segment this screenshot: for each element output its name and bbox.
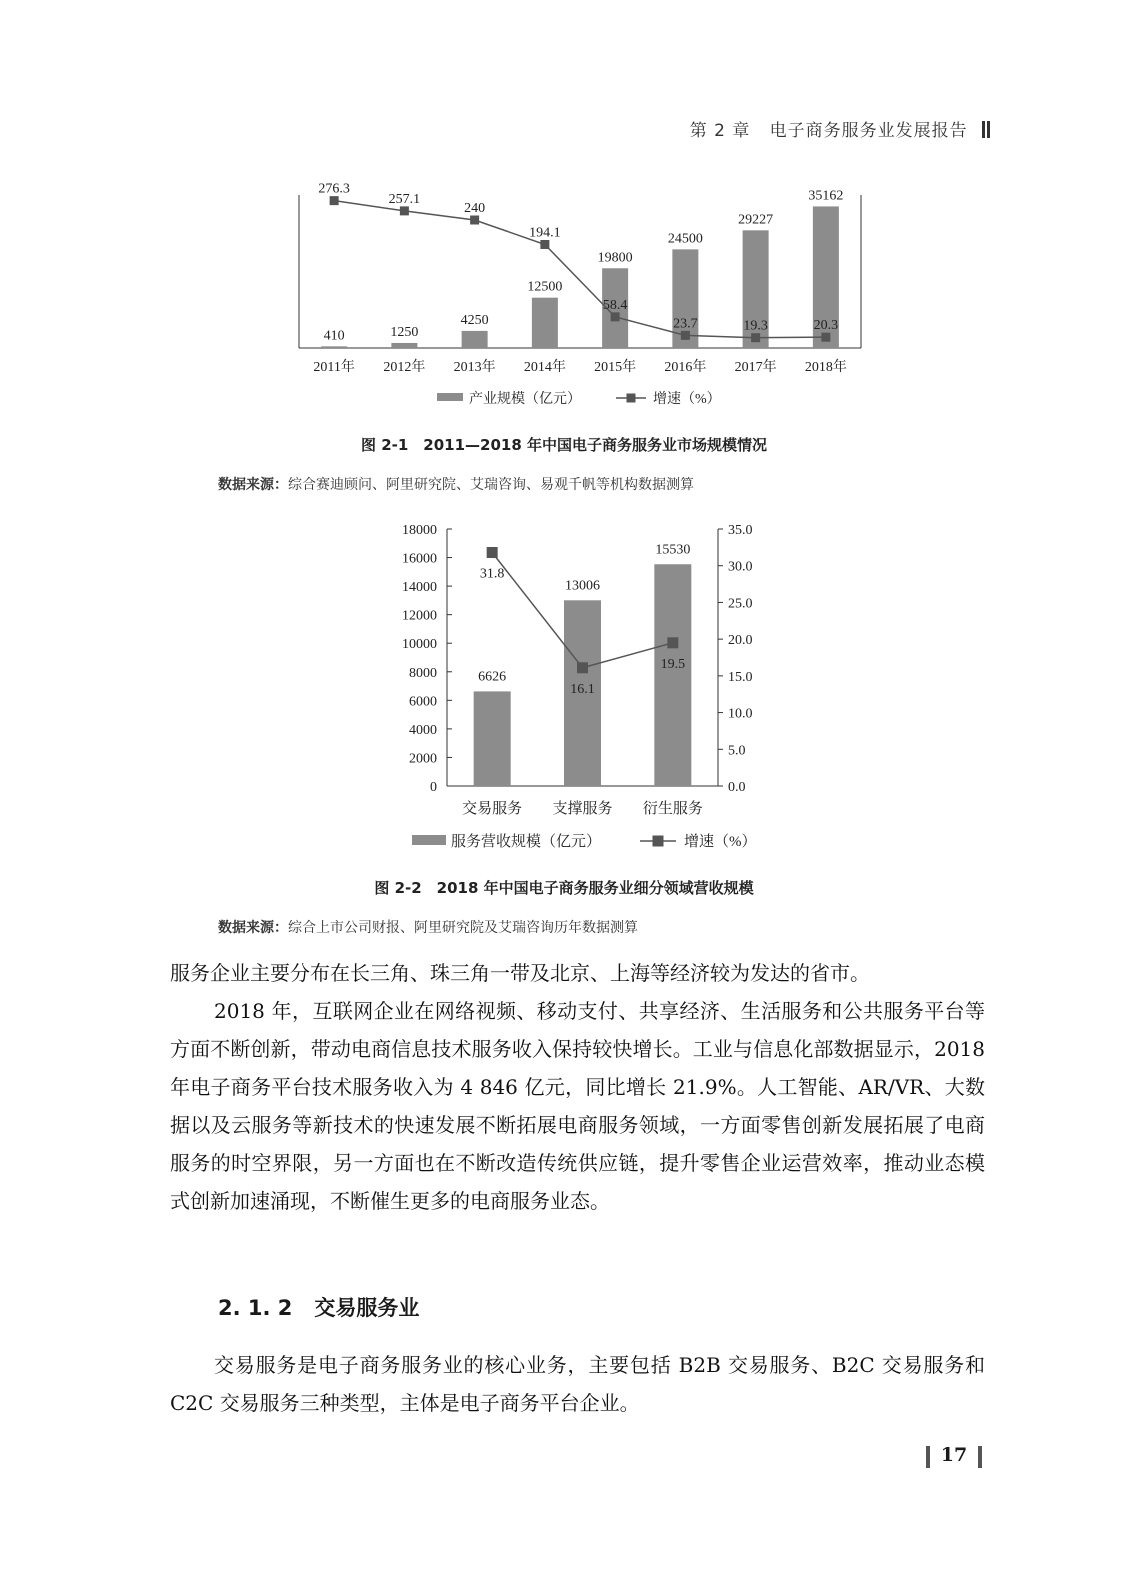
y-left-tick-label: 18000	[402, 523, 437, 538]
bar-label: 12500	[527, 279, 563, 295]
bar-交易服务	[474, 691, 511, 786]
growth-label: 276.3	[318, 181, 350, 197]
figure1-caption: 图 2-1 2011—2018 年中国电子商务服务业市场规模情况	[360, 436, 768, 454]
page-bar-left-icon	[926, 1446, 930, 1468]
bar-label: 19800	[597, 250, 633, 266]
y-left-tick-label: 2000	[409, 751, 437, 767]
section-title: 交易服务业	[314, 1296, 420, 1320]
growth-point	[667, 637, 678, 648]
bar-label: 13006	[565, 578, 600, 594]
bar-衍生服务	[654, 564, 691, 786]
bar-label: 29227	[738, 212, 774, 228]
x-tick-label: 2013年	[453, 360, 496, 375]
page-number: 17	[926, 1444, 982, 1470]
y-right-tick-label: 30.0	[728, 559, 753, 575]
chart-market-scale	[0, 175, 1128, 415]
figure1-source	[218, 474, 694, 494]
growth-point	[487, 547, 498, 558]
legend-bar-label: 服务营收规模（亿元）	[451, 834, 602, 850]
y-right-tick-label: 0.0	[728, 780, 746, 795]
y-left-tick-label: 4000	[409, 722, 437, 738]
legend-line-marker	[653, 836, 664, 847]
x-tick-label: 交易服务	[462, 801, 523, 817]
running-header	[600, 116, 990, 143]
growth-point	[821, 333, 830, 342]
legend-bar-swatch	[437, 393, 463, 401]
bar-label: 410	[323, 328, 345, 344]
figure2-source-label: 数据来源：	[218, 920, 288, 936]
x-tick-label: 2012年	[383, 360, 426, 375]
growth-point	[611, 312, 620, 321]
x-tick-label: 2016年	[664, 360, 707, 375]
page-bar-right-icon	[978, 1446, 982, 1468]
y-right-tick-label: 20.0	[728, 633, 753, 649]
x-tick-label: 支撑服务	[552, 801, 613, 817]
body-paragraph-3: 交易服务是电子商务服务业的核心业务，主要包括 B2B 交易服务、B2C 交易服务和 C2C 交易服务三种类型，主体是电子商务平台企业。	[170, 1353, 985, 1415]
growth-point	[681, 331, 690, 340]
growth-label: 58.4	[602, 297, 628, 313]
figure1-source-text: 综合赛迪顾问、阿里研究院、艾瑞咨询、易观千帆等机构数据测算	[288, 477, 694, 493]
bar-label: 1250	[390, 324, 419, 340]
growth-point	[577, 662, 588, 673]
y-right-tick-label: 5.0	[728, 743, 746, 759]
bar-label: 4250	[460, 312, 489, 328]
growth-point	[470, 216, 479, 225]
y-left-tick-label: 8000	[409, 665, 437, 681]
x-tick-label: 2011年	[313, 360, 355, 375]
legend-bar-swatch	[412, 835, 446, 845]
x-tick-label: 2015年	[594, 360, 637, 375]
y-right-tick-label: 10.0	[728, 706, 753, 722]
y-left-tick-label: 14000	[402, 580, 437, 596]
bar-2013年	[462, 331, 488, 348]
bar-2012年	[391, 343, 417, 348]
x-tick-label: 2014年	[523, 360, 566, 375]
chapter-title: 电子商务服务业发展报告	[769, 121, 968, 141]
growth-label: 31.8	[479, 566, 505, 582]
y-left-tick-label: 12000	[402, 608, 437, 624]
y-right-tick-label: 25.0	[728, 596, 753, 612]
bar-label: 15530	[655, 542, 691, 558]
growth-point	[330, 196, 339, 205]
growth-point	[751, 333, 760, 342]
bar-label: 35162	[808, 188, 844, 204]
growth-label: 194.1	[529, 225, 561, 241]
growth-point	[540, 240, 549, 249]
legend-line-marker	[627, 394, 636, 403]
section-number: 2. 1. 2	[218, 1296, 293, 1320]
y-left-tick-label: 6000	[409, 694, 437, 710]
bar-2014年	[532, 298, 558, 348]
growth-label: 19.5	[660, 656, 686, 672]
x-tick-label: 2017年	[734, 360, 777, 375]
growth-point	[400, 206, 409, 215]
growth-label: 16.1	[570, 681, 595, 697]
bar-2011年	[321, 346, 347, 348]
legend-bar-label: 产业规模（亿元）	[469, 392, 581, 407]
body-paragraph-1: 服务企业主要分布在长三角、珠三角一带及北京、上海等经济较为发达的省市。	[170, 961, 870, 985]
figure2-caption: 图 2-2 2018 年中国电子商务服务业细分领域营收规模	[374, 879, 754, 897]
figure2-source-text: 综合上市公司财报、阿里研究院及艾瑞咨询历年数据测算	[288, 920, 638, 936]
y-left-tick-label: 16000	[402, 551, 437, 567]
chapter-number: 第 2 章	[689, 121, 751, 141]
section-heading	[218, 1292, 419, 1322]
growth-label: 257.1	[388, 191, 421, 207]
y-left-tick-label: 10000	[402, 637, 437, 653]
growth-label: 23.7	[673, 316, 698, 332]
bar-label: 6626	[478, 669, 507, 685]
bar-label: 24500	[667, 231, 703, 247]
y-left-tick-label: 0	[430, 780, 437, 795]
y-right-tick-label: 35.0	[728, 523, 753, 538]
x-tick-label: 衍生服务	[642, 801, 703, 817]
growth-label: 240	[464, 201, 486, 216]
x-tick-label: 2018年	[804, 360, 847, 375]
header-bars-icon	[980, 121, 990, 143]
y-right-tick-label: 15.0	[728, 669, 753, 685]
body-paragraph-2: 2018 年，互联网企业在网络视频、移动支付、共享经济、生活服务和公共服务平台等方面不断创新，带动电商信息技术服务收入保持较快增长。工业与信息化部数据显示，2018 年电子商务平台技术服务收入为 4 846 亿元，同比增长 21.9%。人工智能、AR/VR、大数据以及云服务等新技术的快速发展不断拓展电商服务领域，一方面零售创新发展拓展了电商服务的时空界限，另一方面也在不断改造传统供应链，提升零售企业运营效率，推动业态模式创新加速涌现，不断催生更多的电商服务业态。	[170, 999, 985, 1213]
growth-label: 20.3	[813, 318, 839, 334]
figure1-source-label: 数据来源：	[218, 477, 288, 493]
legend-line-label: 增速（%）	[684, 834, 757, 850]
growth-label: 19.3	[743, 318, 768, 334]
chart-segment-revenue	[0, 515, 1128, 860]
figure2-source	[218, 917, 638, 937]
legend-line-label: 增速（%）	[653, 392, 721, 407]
